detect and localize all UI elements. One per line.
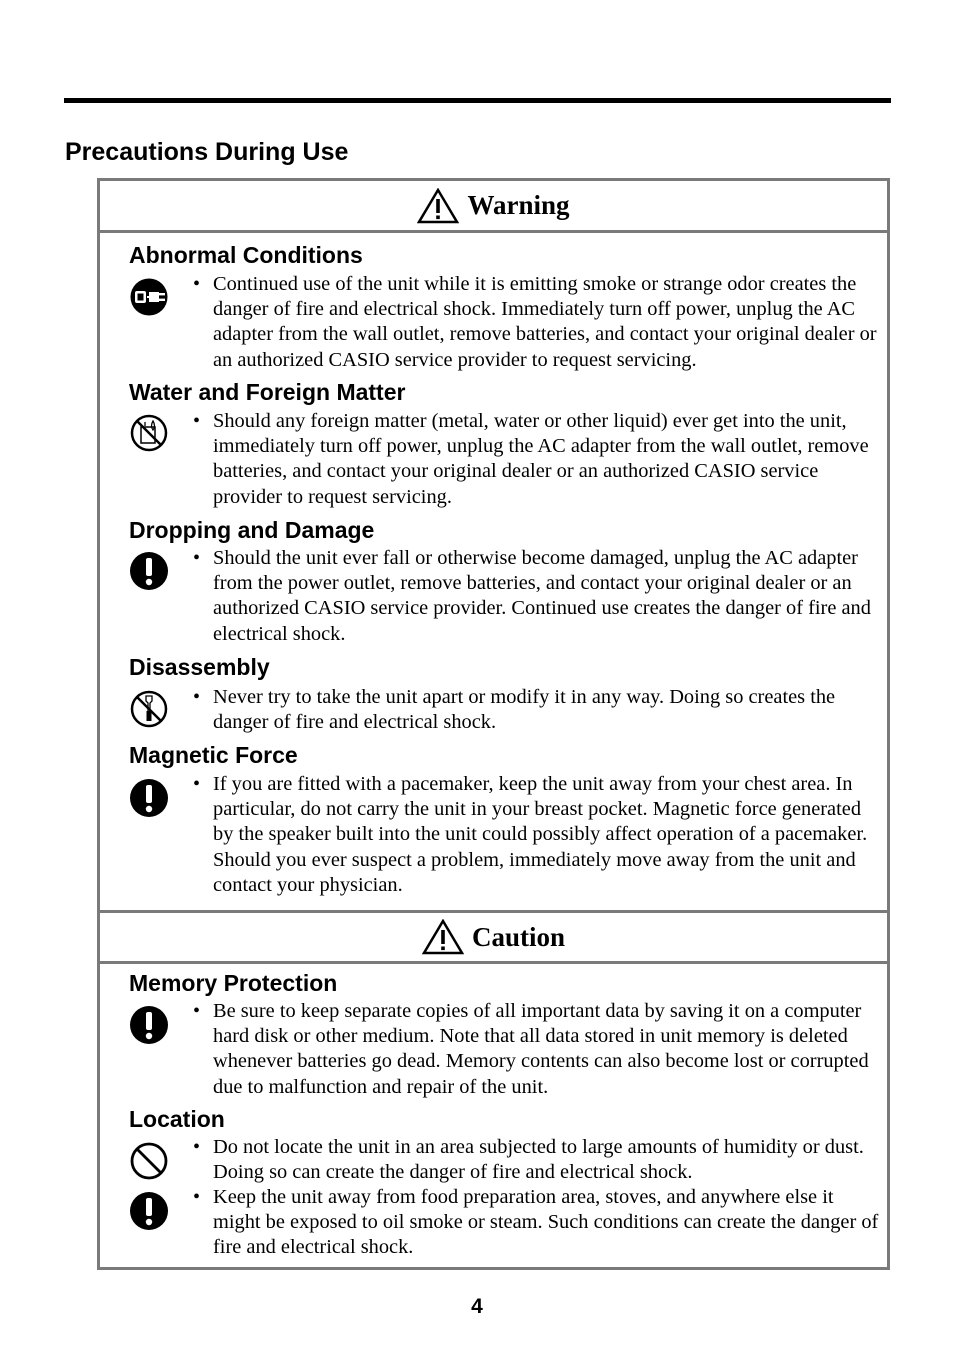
paragraph-memory-protection: Be sure to keep separate copies of all important data by saving it on a computer hard disk or other medium. Note that all data stored in unit memory is deleted whenever batteries go dead. Memory contents can also become lost or corrupted due to malfunction and repair of the unit. [213,1000,869,1098]
mandatory-exclamation-icon [129,1005,169,1045]
paragraph-magnetic-force: If you are fitted with a pacemaker, keep the unit away from your chest area. In particular, do not carry the unit in your breast pocket. Magnetic force generated by the speaker built into the unit could possibly affect operation of a pacemaker. Should you ever suspect a problem, immediately move away from the unit and contact your physician. [213,773,868,896]
section-heading-magnetic-force: Magnetic Force [129,742,298,768]
section-heading-location: Location [129,1106,225,1132]
caution-label: Caution [471,921,566,952]
bullet: • [193,547,201,569]
no-liquid-icon [129,413,169,453]
prohibited-icon [129,1141,169,1181]
top-rule [64,98,891,103]
bullet: • [193,1000,201,1022]
page-number: 4 [471,1295,483,1318]
bullet: • [193,773,201,795]
section-heading-disassembly: Disassembly [129,654,270,680]
bullet: • [193,686,201,708]
unplug-icon [129,277,169,317]
caution-band [100,910,887,964]
bullet: • [193,1186,201,1208]
paragraph-location-humidity: Do not locate the unit in an area subjected to large amounts of humidity or dust. Doing so can create the danger of fire and electrical shock. [213,1136,864,1184]
mandatory-exclamation-icon [129,778,169,818]
caution-triangle-icon [422,919,464,955]
section-heading-abnormal-conditions: Abnormal Conditions [129,242,363,268]
section-heading-memory-protection: Memory Protection [129,970,338,996]
page-title: Precautions During Use [65,138,349,166]
paragraph-disassembly: Never try to take the unit apart or modify it in any way. Doing so creates the danger of fire and electrical shock. [213,686,836,734]
paragraph-dropping-and-damage: Should the unit ever fall or otherwise become damaged, unplug the AC adapter from the power outlet, remove batteries, and contact your original dealer or an authorized CASIO service provider. Continued use creates the danger of fire and electrical shock. [213,547,871,645]
warning-band [100,181,887,233]
no-disassembly-icon [129,689,169,729]
bullet: • [193,1136,201,1158]
bullet: • [193,410,201,432]
warning-triangle-icon [417,188,459,224]
bullet: • [193,273,201,295]
warning-label: Warning [467,190,570,220]
paragraph-water-and-foreign-matter: Should any foreign matter (metal, water or other liquid) ever get into the unit, immediately turn off power, unplug the AC adapter from the wall outlet, remove batteries, and contact your original dealer or an authorized CASIO service provider to request servicing. [213,410,869,508]
mandatory-exclamation-icon [129,1191,169,1231]
mandatory-exclamation-icon [129,551,169,591]
paragraph-location-food-area: Keep the unit away from food preparation area, stoves, and anywhere else it might be exposed to oil smoke or steam. Such conditions can create the danger of fire and electrical shock. [213,1186,879,1259]
section-heading-water-and-foreign-matter: Water and Foreign Matter [129,379,406,405]
paragraph-abnormal-conditions: Continued use of the unit while it is emitting smoke or strange odor creates the danger of fire and electrical shock. Immediately turn off power, unplug the AC adapter from the wall outlet, remove batteries, and contact your original dealer or an authorized CASIO service provider to request servicing. [213,273,877,371]
section-heading-dropping-and-damage: Dropping and Damage [129,517,375,543]
